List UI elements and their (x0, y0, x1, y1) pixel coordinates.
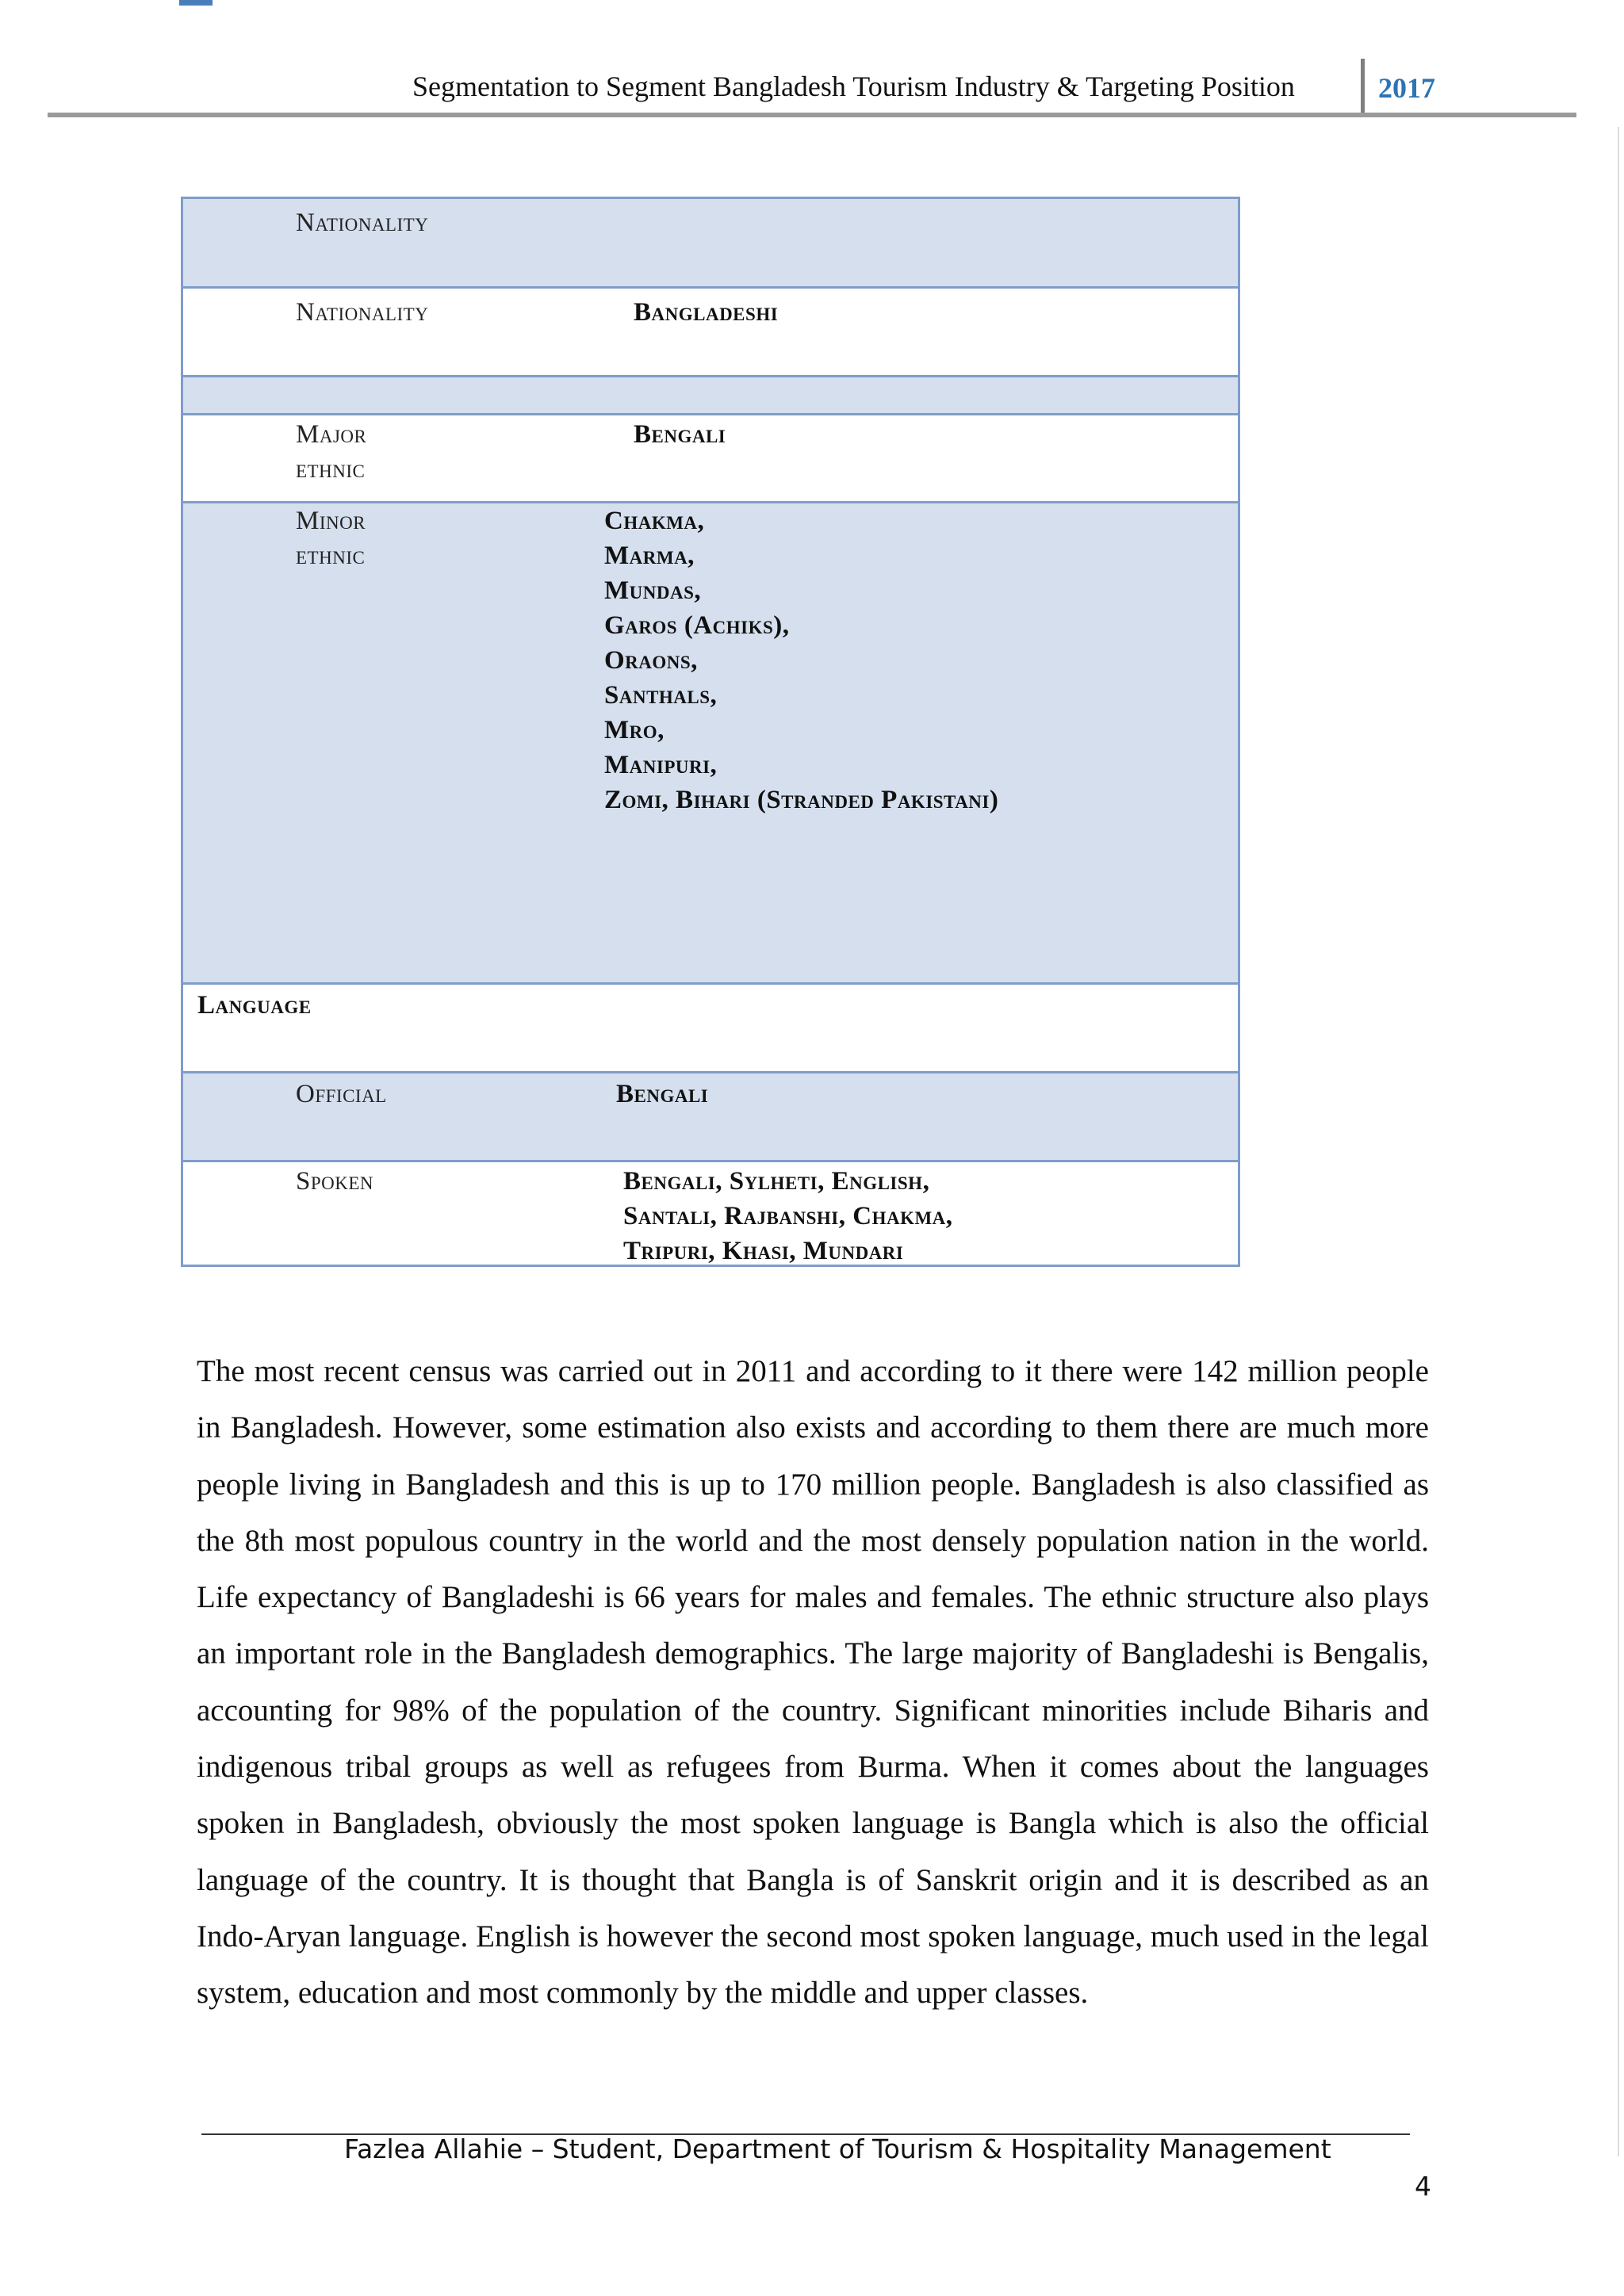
header-rule (48, 113, 1576, 117)
table-row-spoken (183, 1162, 1238, 1265)
table-row-spacer (183, 377, 1238, 415)
minor-ethnic-label: Minor ethnic (296, 507, 366, 570)
running-header-year: 2017 (1378, 72, 1435, 104)
table-row-minor-ethnic (183, 503, 1238, 985)
page-number: 4 (1415, 2171, 1431, 2202)
spoken-languages-label: Spoken (296, 1167, 374, 1196)
table-row-nationality (183, 289, 1238, 377)
nationality-label: Nationality (296, 298, 429, 327)
official-language-value: Bengali (616, 1080, 709, 1108)
major-ethnic-label: Major ethnic (296, 420, 367, 484)
table-row-major-ethnic (183, 415, 1238, 503)
demographics-table (181, 197, 1240, 1267)
footer-author-line: Fazlea Allahie – Student, Department of Tourism & Hospitality Management (344, 2133, 1331, 2164)
major-ethnic-value: Bengali (634, 420, 726, 449)
table-row-nationality-header (183, 199, 1238, 289)
header-separator (1361, 59, 1365, 113)
nationality-header-label: Nationality (296, 209, 429, 237)
corner-mark (179, 0, 213, 6)
table-row-language-header (183, 985, 1238, 1073)
official-language-label: Official (296, 1080, 387, 1108)
spoken-languages-value: Bengali, Sylheti, English, Santali, Rajbanshi, Chakma, Tripuri, Khasi, Mundari (623, 1167, 953, 1265)
table-row-official (183, 1073, 1238, 1162)
body-paragraph: The most recent census was carried out in 2011 and according to it there were 142 million people in Bangladesh. However, some estimation also exists and according to them there are much more people living in Bangladesh and this is up to 170 million people. Bangladesh is also classified as the 8th most populous country in the world and the most densely population nation in the world. Life expectancy of Bangladeshi is 66 years for males and females. The ethnic structure also plays an important role in the Bangladesh demographics. The large majority of Bangladeshi is Bengalis, accounting for 98% of the population of the country. Significant minorities include Biharis and indigenous tribal groups as well as refugees from Burma. When it comes about the languages spoken in Bangladesh, obviously the most spoken language is Bangla which is also the official language of the country. It is thought that Bangla is of Sanskrit origin and it is described as an Indo-Aryan language. English is however the second most spoken language, much used in the legal system, education and most commonly by the middle and upper classes. (197, 1354, 1429, 2011)
running-header-title: Segmentation to Segment Bangladesh Tourism Industry & Targeting Position (412, 71, 1295, 102)
language-section-label: Language (197, 991, 312, 1020)
minor-ethnic-value: Chakma, Marma, Mundas, Garos (Achiks), Oraons, Santhals, Mro, Manipuri, Zomi, Bihari (Stranded Pakistani) (604, 507, 999, 814)
nationality-value: Bangladeshi (634, 298, 779, 327)
right-margin-rule (1618, 127, 1619, 2156)
